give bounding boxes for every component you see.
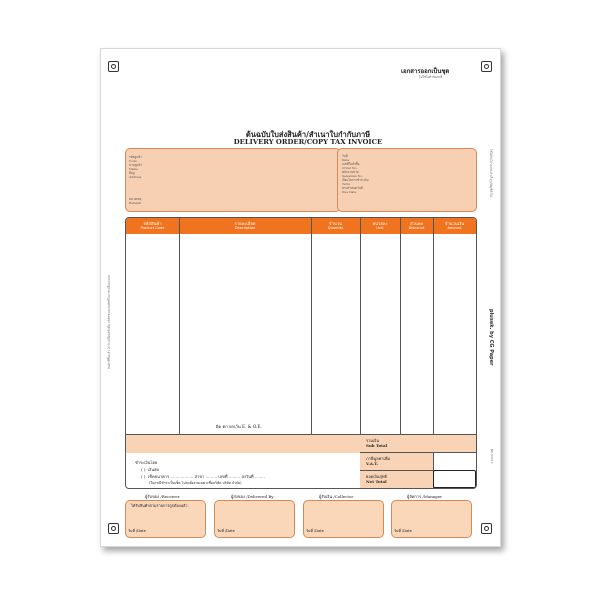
net-th: ยอดเงินสุทธิ (366, 474, 387, 479)
signature-box-receiver (125, 500, 204, 536)
column-divider (179, 218, 180, 434)
column-divider (311, 218, 312, 434)
totals-band (126, 434, 360, 453)
order-no-th: เลขที่ใบสั่งซื้อ (342, 162, 360, 166)
title-english: DELIVERY ORDER/COPY TAX INVOICE (233, 138, 383, 146)
order-no-en: Order No. (342, 166, 358, 170)
column-header: ส่วนลด Discount (408, 221, 425, 230)
order-info-box (337, 148, 477, 212)
items-table (125, 217, 477, 489)
customer-address-en: Address (129, 175, 142, 179)
subtotal-value (433, 434, 476, 453)
customer-name-th: นามลูกค้า (129, 163, 143, 167)
signature-box-collector (303, 500, 382, 536)
column-header: จำนวนเงิน Amount (444, 221, 465, 230)
signature-title-delivered: ผู้ส่งของ /Delivered By (231, 494, 274, 499)
payment-date: ลงวันที่ (241, 474, 254, 479)
manager-date: วันที่ /Date (394, 529, 412, 533)
subtotal-label-box (360, 434, 433, 453)
payment-number: เลขที่ (218, 474, 228, 479)
due-th: ครบกำหนดวันที่ (342, 186, 363, 190)
column-header: จำนวน Quantity (327, 221, 344, 230)
collector-date: วันที่ /Date (306, 529, 324, 533)
customer-remark-th: หมายเหตุ (129, 197, 142, 201)
vat-value (433, 452, 476, 471)
signature-title-collector: ผู้รับเงิน /Collector (319, 494, 354, 499)
signature-box-delivered (214, 500, 293, 536)
punch-hole-icon (481, 523, 492, 534)
eoe-note: ผิด ตก ยกเว้น E. & O.E. (216, 424, 262, 429)
order-date-th: วันที่ (342, 154, 348, 158)
form-sheet (100, 48, 501, 547)
salesman-th: พนักงานขาย (342, 170, 359, 174)
customer-info-box (125, 148, 341, 212)
doc-set-title: เอกสารออกเป็นชุด (401, 68, 450, 75)
column-header: หน่วยละ Unit (372, 221, 388, 230)
column-header: รายละเอียด Description (234, 221, 256, 230)
signature-box-manager (391, 500, 470, 536)
signature-title-receiver: ผู้รับของ /Receiver (145, 494, 180, 499)
payment-cheque: เช็คธนาคาร (147, 474, 170, 479)
title-thai: ต้นฉบับใบส่งสินค้า/สำเนาใบกำกับภาษี (245, 130, 371, 139)
due-en: Due Date (342, 190, 357, 194)
net-en: Net Total (366, 479, 387, 484)
payment-note: (ในกรณีชำระเป็นเช็ค โปรดสั่งจ่ายเฉพาะชื่อบริษัท บริษัท จำกัด) (149, 481, 242, 485)
customer-name-en: Name (129, 167, 139, 171)
terms-en: Term (342, 182, 350, 186)
signature-title-manager: ผู้จัดการ /Manager (407, 494, 443, 499)
subtotal-th: รวมเงิน (366, 438, 380, 443)
receiver-confirmation: ได้รับสินค้าตามรายการถูกต้องแล้ว (131, 503, 188, 508)
subtotal-en: Sub Total (366, 443, 388, 448)
delivered-date: วันที่ /Date (217, 529, 235, 533)
brand-logo: plusek. by CG Paper (488, 309, 494, 366)
payment-branch: สาขา (194, 474, 205, 479)
terms-th: เงื่อนไขการชำระเงิน (342, 178, 369, 182)
receiver-date: วันที่ /Date (128, 529, 146, 533)
customer-address-th: ที่อยู่ (129, 171, 135, 175)
payment-label: ชำระเงินโดย (135, 460, 158, 465)
column-header: รหัสสินค้า Product Code (140, 221, 165, 230)
left-side-text: สินค้าที่ซื้อแล้ว ไม่รับเปลี่ยนหรือคืน บริษัทขอสงวนสิทธิ์ในการเปลี่ยนแปลง (107, 274, 111, 369)
net-value (433, 470, 476, 488)
right-side-text: ใช้ได้กับโปรแกรมสำเร็จรูปบัญชีทั่วไป (489, 149, 493, 198)
vat-en: V.A.T. (366, 461, 379, 466)
customer-remark-en: Remark (129, 201, 141, 205)
doc-set-subtitle: ไม่ใช่ใบกำกับภาษี (419, 75, 443, 79)
punch-hole-icon (108, 61, 119, 72)
form-code: NP-00015 (490, 449, 494, 464)
punch-hole-icon (481, 61, 492, 72)
customer-code-en: Code (129, 159, 137, 163)
vat-th: ภาษีมูลค่าเพิ่ม (366, 456, 391, 461)
column-divider (400, 218, 401, 434)
payment-section: ชำระเงินโดย ( ) เงินสด ( ) เช็คธนาคาร .................. สาขา ......... เลขที่ ......... ลงวันที่ ........ (ในกรณีชำระเป็นเช็ค โปรดสั่งจ่ายเฉพาะชื่อบริษัท บริษัท จำกัด) (135, 459, 335, 487)
payment-cash: เงินสด (147, 467, 160, 472)
net-label-box (360, 470, 433, 489)
customer-code-th: รหัสลูกค้า (129, 155, 142, 159)
order-date-en: Date (342, 158, 350, 162)
punch-hole-icon (108, 523, 119, 534)
salesman-en: Salesman No. (342, 174, 363, 178)
vat-label-box (360, 452, 433, 471)
